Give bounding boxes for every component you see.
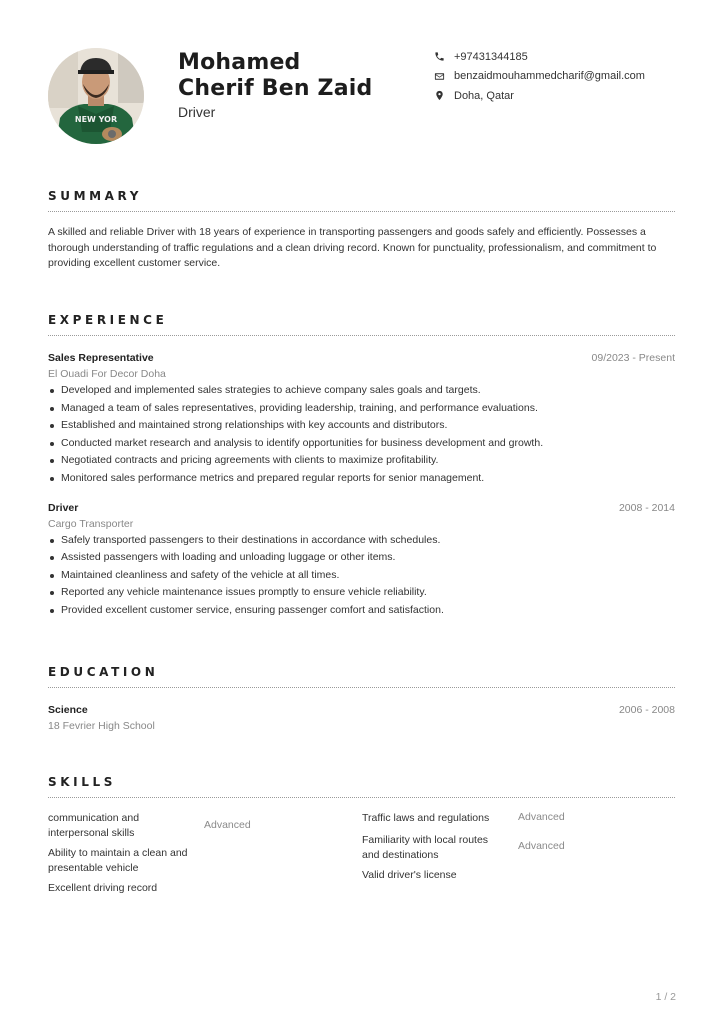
list-item: Conducted market research and analysis to identify opportunities for business development and growth. (48, 435, 675, 453)
job-company: El Ouadi For Decor Doha (48, 368, 166, 380)
experience-entry-header (48, 502, 675, 516)
candidate-name-line2: Cherif Ben Zaid (178, 76, 373, 101)
email-icon (433, 70, 445, 82)
skill-name: communication and interpersonal skills (48, 812, 140, 839)
skill-name: Familiarity with local routes and destinations (362, 834, 489, 861)
section-title-skills: SKILLS (48, 775, 116, 789)
list-item: Monitored sales performance metrics and prepared regular reports for senior management. (48, 470, 675, 488)
skill-level: Advanced (518, 840, 565, 852)
job-dates: 2008 - 2014 (618, 501, 675, 514)
skill-name: Valid driver's license (362, 869, 457, 881)
experience-section (48, 313, 675, 620)
experience-entry (48, 352, 675, 488)
job-bullets (48, 532, 675, 620)
job-company: Cargo Transporter (48, 517, 134, 530)
list-item: Established and maintained strong relationships with key accounts and distributors. (48, 417, 675, 435)
list-item: Developed and implemented sales strategies to achieve company sales goals and targets. (48, 382, 675, 400)
contact-email (433, 67, 703, 87)
shirt-print-text: NEW YOR (74, 115, 118, 124)
section-title-summary: SUMMARY (48, 189, 143, 203)
list-item: Reported any vehicle maintenance issues promptly to ensure vehicle reliability. (48, 584, 675, 602)
summary-text: A skilled and reliable Driver with 18 years of experience in transporting passengers and goods safely and efficiently. Possesses a thorough understanding of traffic regulations and a clean driving record. Known for punctuality, professionalism, and commitment to providing excellent customer service. (48, 226, 657, 269)
phone-text[interactable]: +97431344185 (454, 50, 528, 63)
education-entry (48, 704, 675, 734)
list-item: Assisted passengers with loading and unloading luggage or other items. (48, 549, 675, 567)
job-dates: 09/2023 - Present (591, 352, 675, 364)
job-role: Sales Representative (48, 352, 154, 364)
phone-icon (433, 51, 445, 63)
section-divider (48, 335, 675, 336)
job-bullets (48, 382, 675, 488)
page-number: 1 / 2 (655, 991, 676, 1003)
list-item: Maintained cleanliness and safety of the vehicle at all times. (48, 567, 675, 585)
candidate-name-line1: Mohamed (178, 50, 301, 75)
section-title-experience: EXPERIENCE (48, 313, 168, 327)
experience-entry-header (48, 352, 675, 366)
location-text: Doha, Qatar (454, 89, 514, 102)
list-item: Provided excellent customer service, ensuring passenger comfort and satisfaction. (48, 602, 675, 620)
list-item: Safely transported passengers to their destinations in accordance with schedules. (48, 532, 675, 550)
skill-level: Advanced (518, 811, 565, 823)
skill-name: Traffic laws and regulations (362, 812, 490, 824)
skill-name: Ability to maintain a clean and presentable vehicle (48, 847, 188, 874)
list-item: Managed a team of sales representatives, providing leadership, training, and performance evaluations. (48, 400, 675, 418)
profile-photo (48, 48, 144, 144)
summary-section (48, 189, 675, 272)
contact-location (433, 86, 703, 106)
experience-entry (48, 502, 675, 620)
skill-level: Advanced (204, 819, 251, 831)
location-pin-icon (433, 90, 445, 102)
skills-grid (48, 811, 675, 921)
section-title-education: EDUCATION (48, 665, 159, 679)
email-text[interactable]: benzaidmouhammedcharif@gmail.com (454, 70, 645, 83)
school-name: 18 Fevrier High School (48, 720, 155, 732)
profile-photo-illustration (48, 48, 144, 144)
skills-section (48, 775, 675, 921)
section-divider (48, 687, 675, 688)
skill-name: Excellent driving record (48, 882, 158, 894)
job-role: Driver (48, 501, 79, 514)
education-dates: 2006 - 2008 (618, 704, 675, 716)
education-section (48, 665, 675, 734)
section-divider (48, 211, 675, 212)
degree: Science (48, 704, 88, 716)
candidate-name (178, 50, 418, 102)
list-item: Negotiated contracts and pricing agreements with clients to maximize profitability. (48, 452, 675, 470)
candidate-title: Driver (178, 104, 216, 120)
contact-info (433, 47, 703, 106)
section-divider (48, 797, 675, 798)
education-entry-header (48, 704, 675, 718)
contact-phone (433, 47, 703, 67)
